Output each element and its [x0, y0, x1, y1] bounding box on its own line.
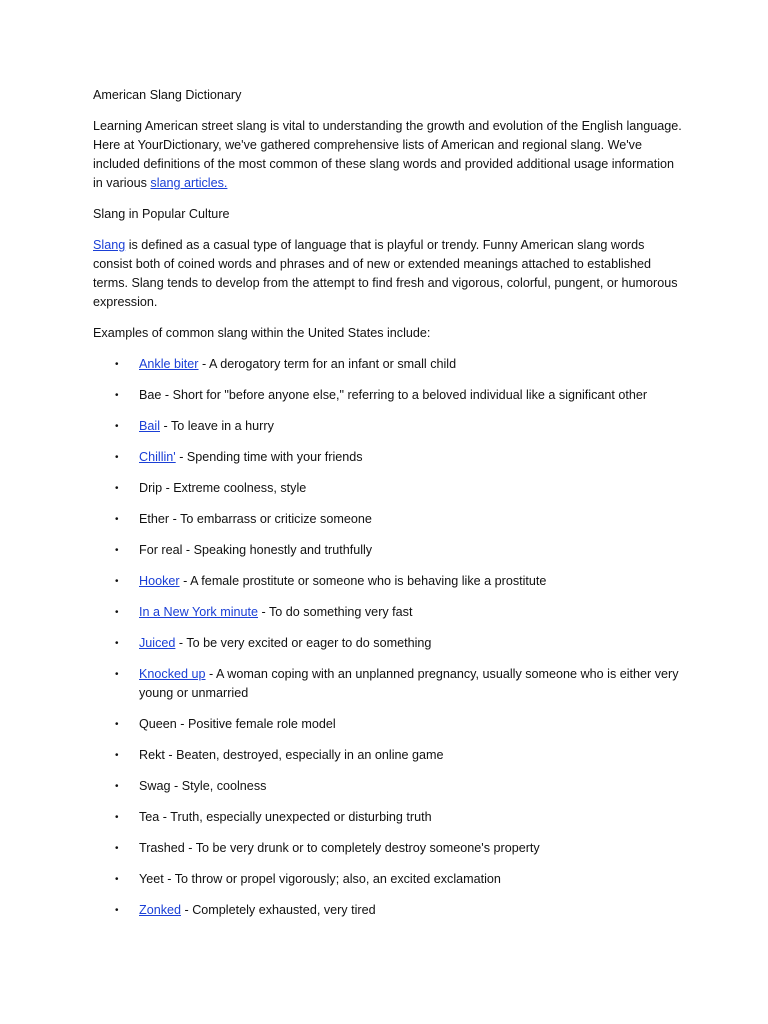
list-item	[93, 839, 683, 858]
term: Bae	[139, 388, 162, 402]
term-definition: - Truth, especially unexpected or disturbing truth	[159, 810, 432, 824]
slang-list	[93, 355, 683, 920]
bullet-icon: •	[115, 545, 119, 556]
bullet-icon: •	[115, 421, 119, 432]
term-definition: - A derogatory term for an infant or small child	[198, 357, 457, 371]
section-heading: Slang in Popular Culture	[93, 207, 230, 221]
term: Drip	[139, 481, 163, 495]
list-item	[93, 665, 683, 703]
slang-articles-link[interactable]: slang articles.	[150, 176, 228, 190]
bullet-icon: •	[115, 669, 119, 680]
term: For real	[139, 543, 183, 557]
term-definition: - Positive female role model	[176, 717, 336, 731]
term: Swag	[139, 779, 171, 793]
bullet-icon: •	[115, 750, 119, 761]
bullet-icon: •	[115, 452, 119, 463]
bullet-icon: •	[115, 874, 119, 885]
list-item	[93, 715, 683, 734]
term: Tea	[139, 810, 160, 824]
term-definition: - To leave in a hurry	[160, 419, 274, 433]
list-item	[93, 572, 683, 591]
term-definition: - Spending time with your friends	[175, 450, 363, 464]
intro-text: Learning American street slang is vital to understanding the growth and evolution of the English language. Here at YourDictionary, we've gathered comprehensive lists of American and regional slang. We've included definitions of the most common of these slang words and provided additional usage information in various	[93, 119, 682, 190]
bullet-icon: •	[115, 483, 119, 494]
term: Rekt	[139, 748, 165, 762]
bullet-icon: •	[115, 359, 119, 370]
bullet-icon: •	[115, 905, 119, 916]
list-item	[93, 355, 683, 374]
definition-paragraph	[93, 236, 683, 312]
list-item	[93, 479, 683, 498]
term-link-new-york-minute[interactable]: In a New York minute	[139, 605, 259, 619]
term-link-zonked[interactable]: Zonked	[139, 903, 182, 917]
term-definition: - Short for "before anyone else," referring to a beloved individual like a significant other	[161, 388, 648, 402]
bullet-icon: •	[115, 638, 119, 649]
bullet-icon: •	[115, 719, 119, 730]
term-definition: - To do something very fast	[258, 605, 413, 619]
term-definition: - To embarrass or criticize someone	[169, 512, 372, 526]
term-definition: - A female prostitute or someone who is behaving like a prostitute	[179, 574, 547, 588]
list-item	[93, 510, 683, 529]
term-link-juiced[interactable]: Juiced	[139, 636, 176, 650]
term-definition: - Speaking honestly and truthfully	[182, 543, 373, 557]
list-item	[93, 386, 683, 405]
document-page	[93, 86, 683, 932]
intro-paragraph	[93, 117, 683, 193]
term-definition: - To be very excited or eager to do something	[175, 636, 432, 650]
list-item	[93, 417, 683, 436]
term-definition: - Extreme coolness, style	[162, 481, 307, 495]
list-intro: Examples of common slang within the United States include:	[93, 326, 431, 340]
list-item	[93, 808, 683, 827]
list-item	[93, 777, 683, 796]
list-item	[93, 634, 683, 653]
term-link-bail[interactable]: Bail	[139, 419, 160, 433]
bullet-icon: •	[115, 812, 119, 823]
term-definition: - Beaten, destroyed, especially in an online game	[164, 748, 444, 762]
term-definition: - To throw or propel vigorously; also, an excited exclamation	[163, 872, 501, 886]
term-definition: - Style, coolness	[170, 779, 267, 793]
bullet-icon: •	[115, 781, 119, 792]
bullet-icon: •	[115, 576, 119, 587]
bullet-icon: •	[115, 514, 119, 525]
document-title: American Slang Dictionary	[93, 88, 242, 102]
term-link-hooker[interactable]: Hooker	[139, 574, 180, 588]
list-item	[93, 448, 683, 467]
bullet-icon: •	[115, 390, 119, 401]
list-item	[93, 603, 683, 622]
list-item	[93, 746, 683, 765]
term-link-ankle-biter[interactable]: Ankle biter	[139, 357, 199, 371]
term-link-knocked-up[interactable]: Knocked up	[139, 667, 206, 681]
bullet-icon: •	[115, 843, 119, 854]
term-definition: - To be very drunk or to completely destroy someone's property	[184, 841, 540, 855]
term: Trashed	[139, 841, 185, 855]
list-item	[93, 870, 683, 889]
term: Queen	[139, 717, 177, 731]
term-definition: - A woman coping with an unplanned pregnancy, usually someone who is either very young or unmarried	[139, 667, 679, 700]
list-item	[93, 901, 683, 920]
slang-link[interactable]: Slang	[93, 238, 126, 252]
term-definition: - Completely exhausted, very tired	[181, 903, 376, 917]
term-link-chillin[interactable]: Chillin'	[139, 450, 176, 464]
definition-text: is defined as a casual type of language that is playful or trendy. Funny American slang words consist both of coined words and phrases and of new or extended meanings attached to established terms. Slang tends to develop from the attempt to find fresh and vigorous, colorful, pungent, or humorous expression.	[93, 238, 678, 309]
term: Yeet	[139, 872, 164, 886]
list-item	[93, 541, 683, 560]
term: Ether	[139, 512, 170, 526]
bullet-icon: •	[115, 607, 119, 618]
